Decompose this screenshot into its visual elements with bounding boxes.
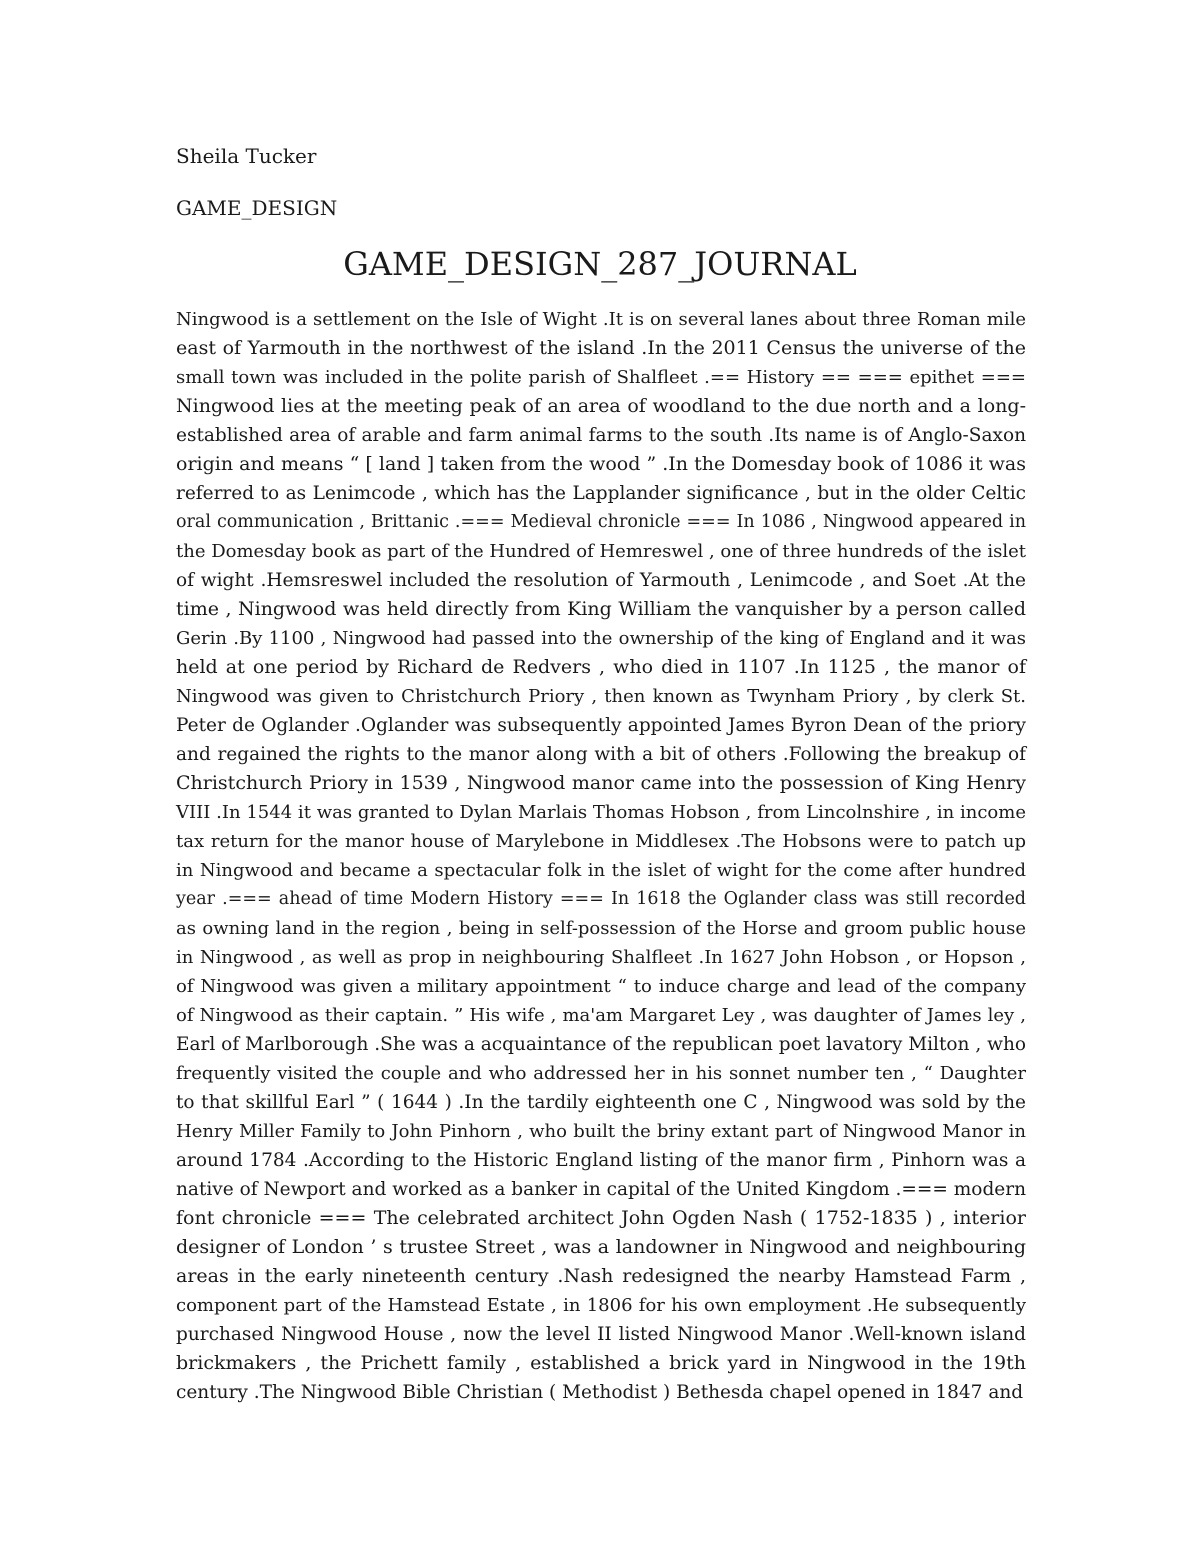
body-line: font chronicle === The celebrated architect John Ogden Nash ( 1752-1835 ) , interior [176,1207,1026,1229]
body-line: year .=== ahead of time Modern History === In 1618 the Oglander class was still recorded [176,889,1026,909]
body-line: time , Ningwood was held directly from King William the vanquisher by a person called [176,598,1026,620]
body-line: brickmakers , the Prichett family , established a brick yard in Ningwood in the 19th [176,1352,1026,1374]
body-line: Peter de Oglander .Oglander was subsequently appointed James Byron Dean of the priory [176,715,1026,736]
body-line: around 1784 .According to the Historic England listing of the manor firm , Pinhorn was a [176,1150,1026,1171]
body-line: east of Yarmouth in the northwest of the island .In the 2011 Census the universe of the [176,337,1026,359]
body-line: small town was included in the polite parish of Shalfleet .== History == === epithet === [176,367,1026,388]
body-paragraph [176,305,1026,1407]
body-line: oral communication , Brittanic .=== Medieval chronicle === In 1086 , Ningwood appeared in [176,512,1026,532]
document-title: GAME_DESIGN_287_JOURNAL [343,245,857,283]
body-line: to that skillful Earl ” ( 1644 ) .In the tardily eighteenth one C , Ningwood was sold by the [176,1092,1026,1113]
body-line: component part of the Hamstead Estate , in 1806 for his own employment .He subsequently [176,1295,1026,1316]
body-line: purchased Ningwood House , now the level II listed Ningwood Manor .Well-known island [176,1324,1026,1345]
body-line: and regained the rights to the manor along with a bit of others .Following the breakup of [176,744,1026,765]
body-line: Earl of Marlborough .She was a acquaintance of the republican poet lavatory Milton , who [176,1034,1026,1055]
course-name: GAME_DESIGN [176,196,338,220]
body-line: areas in the early nineteenth century .Nash redesigned the nearby Hamstead Farm , [176,1265,1026,1287]
body-line: of wight .Hemsreswel included the resolution of Yarmouth , Lenimcode , and Soet .At the [176,570,1026,591]
body-line: Ningwood lies at the meeting peak of an area of woodland to the due north and a long- [176,395,1026,417]
body-line: Ningwood is a settlement on the Isle of Wight .It is on several lanes about three Roman mile [176,309,1026,330]
body-line: Christchurch Priory in 1539 , Ningwood manor came into the possession of King Henry [176,772,1026,794]
author-name: Sheila Tucker [176,144,317,168]
body-line: VIII .In 1544 it was granted to Dylan Marlais Thomas Hobson , from Lincolnshire , in income [176,802,1026,823]
body-line: established area of arable and farm animal farms to the south .Its name is of Anglo-Saxon [176,425,1026,446]
body-line: Ningwood was given to Christchurch Priory , then known as Twynham Priory , by clerk St. [176,686,1026,707]
body-line: Henry Miller Family to John Pinhorn , who built the briny extant part of Ningwood Manor in [176,1121,1026,1142]
body-line: Gerin .By 1100 , Ningwood had passed into the ownership of the king of England and it was [176,628,1026,649]
body-line: held at one period by Richard de Redvers , who died in 1107 .In 1125 , the manor of [176,656,1026,678]
body-line: native of Newport and worked as a banker in capital of the United Kingdom .=== modern [176,1179,1026,1200]
body-line: as owning land in the region , being in self-possession of the Horse and groom public house [176,918,1026,939]
body-line: the Domesday book as part of the Hundred of Hemreswel , one of three hundreds of the islet [176,541,1026,562]
body-line: tax return for the manor house of Marylebone in Middlesex .The Hobsons were to patch up [176,831,1026,852]
body-line: of Ningwood as their captain. ” His wife , ma'am Margaret Ley , was daughter of James ley , [176,1005,1026,1026]
body-line: referred to as Lenimcode , which has the Lapplander significance , but in the older Celtic [176,483,1026,504]
body-line: origin and means “ [ land ] taken from the wood ” .In the Domesday book of 1086 it was [176,453,1026,475]
body-line: of Ningwood was given a military appointment “ to induce charge and lead of the company [176,976,1026,997]
body-line: century .The Ningwood Bible Christian ( Methodist ) Bethesda chapel opened in 1847 and [176,1382,1024,1403]
body-line: frequently visited the couple and who addressed her in his sonnet number ten , “ Daughter [176,1063,1026,1084]
body-line: in Ningwood , as well as prop in neighbouring Shalfleet .In 1627 John Hobson , or Hopson , [176,947,1026,968]
body-line: designer of London ’ s trustee Street , was a landowner in Ningwood and neighbouring [176,1236,1026,1258]
body-line: in Ningwood and became a spectacular folk in the islet of wight for the come after hundred [176,860,1026,881]
